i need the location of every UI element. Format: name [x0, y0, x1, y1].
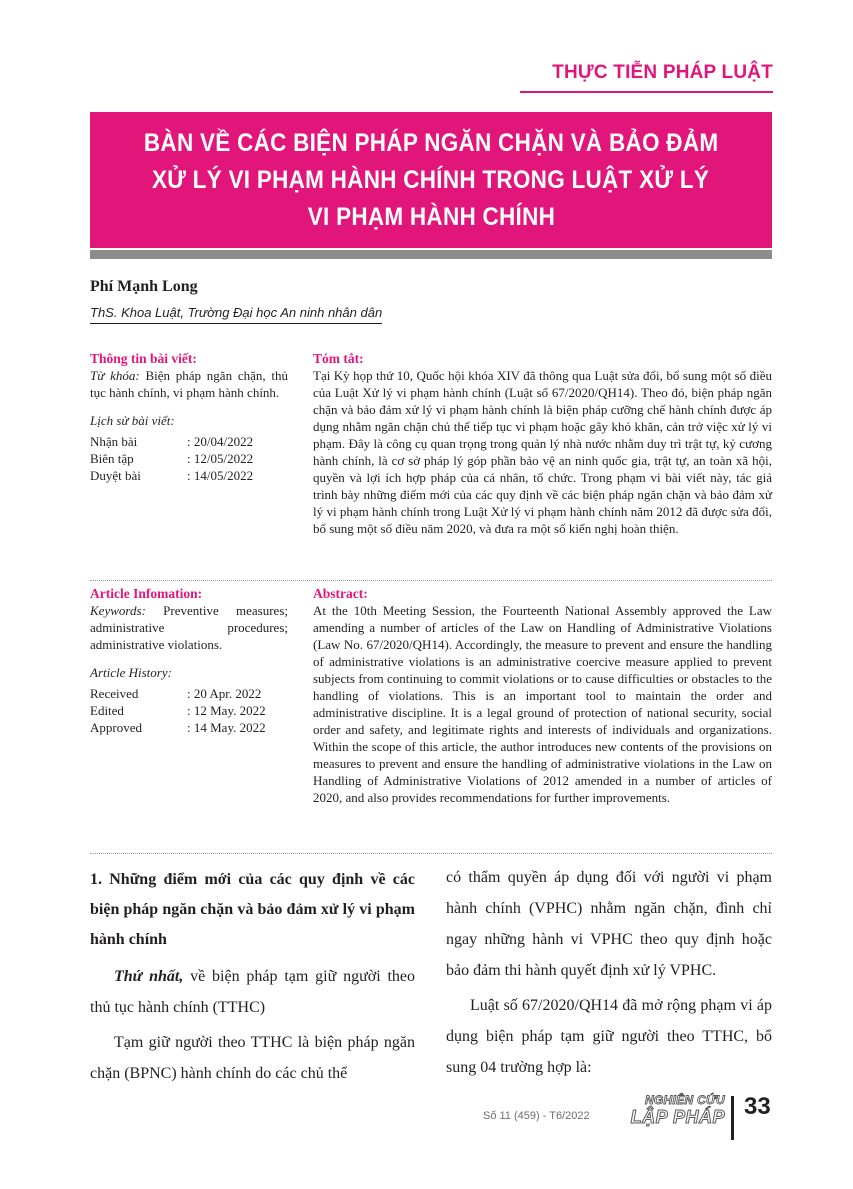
en-history-row	[90, 719, 288, 736]
section-label: THỰC TIỄN PHÁP LUẬT	[552, 62, 773, 83]
body-right-column	[446, 862, 772, 1087]
en-keywords-text: Preventive measures; administrative procedures; administrative violations.	[90, 603, 288, 652]
logo-bottom-text: LẬP PHÁP	[630, 1107, 725, 1127]
body-paragraph: Luật số 67/2020/QH14 đã mở rộng phạm vi áp dụng biện pháp tạm giữ người theo TTHC, bổ sung 04 trường hợp là:	[446, 997, 772, 1076]
section-heading: 1. Những điểm mới của các quy định về các biện pháp ngăn chặn và bảo đảm xử lý vi phạm hành chính	[90, 871, 415, 948]
vn-abstract-heading: Tóm tắt:	[313, 351, 364, 366]
vn-history-value: : 12/05/2022	[187, 451, 254, 466]
vn-history-row	[90, 433, 288, 450]
en-keywords-label: Keywords:	[90, 603, 146, 618]
en-keywords	[90, 602, 288, 653]
body-paragraph	[90, 961, 415, 1023]
vn-history-row	[90, 450, 288, 467]
en-history-value: : 12 May. 2022	[187, 703, 266, 718]
title-underbar	[90, 250, 772, 259]
vn-history-title: Lịch sử bài viết:	[90, 413, 175, 428]
header-rule	[520, 91, 773, 93]
en-history-value: : 14 May. 2022	[187, 720, 266, 735]
footer-divider	[731, 1096, 734, 1140]
article-title-banner	[90, 112, 772, 248]
vn-keywords	[90, 367, 288, 401]
info-divider	[90, 580, 772, 581]
vn-info-heading: Thông tin bài viết:	[90, 351, 197, 366]
title-line-1: BÀN VỀ CÁC BIỆN PHÁP NGĂN CHẶN VÀ BẢO ĐẢM	[143, 128, 719, 157]
vn-abstract-text: Tại Kỳ họp thứ 10, Quốc hội khóa XIV đã thông qua Luật sửa đổi, bổ sung một số điều của Luật Xử lý vi phạm hành chính (Luật số 67/2020/QH14). Theo đó, biện pháp ngăn chặn và bảo đảm xử lý vi phạm hành chính là biện pháp cưỡng chế hành chính được áp dụng nhằm ngăn chặn chủ thể tiếp tục vi phạm hoặc gây khó khăn, cản trở việc xử lý vi phạm. Đây là công cụ quan trọng trong quản lý nhà nước nhằm duy trì trật tự, kỷ cương hành chính, là cơ sở pháp lý góp phần bảo vệ an ninh quốc gia, trật tự, an toàn xã hội, quyền và lợi ích hợp pháp của cá nhân, tổ chức. Trong phạm vi bài viết này, tác giả trình bày những điểm mới của các quy định về các biện pháp ngăn chặn và bảo đảm xử lý vi phạm hành chính trong Luật Xử lý vi phạm hành chính năm 2012 đã được sửa đổi, bổ sung một số điều năm 2020, và đưa ra một số kiến nghị hoàn thiện.	[313, 368, 772, 536]
title-line-2: XỬ LÝ VI PHẠM HÀNH CHÍNH TRONG LUẬT XỬ LÝ	[152, 165, 710, 194]
issue-number: Số 11 (459) - T6/2022	[483, 1110, 590, 1122]
vn-history-label: Biên tập	[90, 451, 134, 466]
vn-history-label: Duyệt bài	[90, 468, 141, 483]
vn-abstract	[313, 350, 772, 537]
vn-article-info	[90, 350, 288, 484]
body-left-column	[90, 865, 415, 1093]
en-article-info	[90, 585, 288, 736]
en-history-row	[90, 702, 288, 719]
en-history-label: Approved	[90, 720, 142, 735]
vn-history-value: : 20/04/2022	[187, 434, 254, 449]
vn-keywords-label: Từ khóa:	[90, 368, 140, 383]
body-paragraph-text: về biện pháp tạm giữ người theo thủ tục hành chính (TTHC)	[90, 968, 416, 1016]
logo-top-text: NGHIÊN CỨU	[644, 1093, 725, 1107]
en-history-label: Received	[90, 686, 139, 701]
vn-history-row	[90, 467, 288, 484]
author-name: Phí Mạnh Long	[90, 278, 198, 295]
body-paragraph: Tạm giữ người theo TTHC là biện pháp ngăn chặn (BPNC) hành chính do các chủ thể	[90, 1034, 415, 1082]
emphasis-text: Thứ nhất,	[114, 968, 184, 985]
vn-history-value: : 14/05/2022	[187, 468, 254, 483]
en-history-label: Edited	[90, 703, 124, 718]
en-info-heading: Article Infomation:	[90, 586, 203, 601]
author-affiliation: ThS. Khoa Luật, Trường Đại học An ninh nhân dân	[90, 305, 382, 324]
en-history-title: Article History:	[90, 665, 172, 680]
vn-keywords-text: Biện pháp ngăn chặn, thủ tục hành chính, vi phạm hành chính.	[90, 368, 288, 400]
en-abstract	[313, 585, 772, 806]
journal-logo	[627, 1093, 725, 1133]
title-line-3: VI PHẠM HÀNH CHÍNH	[307, 202, 555, 231]
en-history-value: : 20 Apr. 2022	[187, 686, 262, 701]
page-number: 33	[744, 1093, 771, 1120]
vn-history-label: Nhận bài	[90, 434, 138, 449]
en-abstract-text: At the 10th Meeting Session, the Fourteenth National Assembly approved the Law amending a number of articles of the Law on Handling of Administrative Violations (Law No. 67/2020/QH14). Accordingly, the measure to prevent and ensure the handling of administrative violations is an administrative coercive measure applied to prevent subjects from continuing to commit violations or to cause difficulties or obstacles to the handling of violations. This is an important tool to maintain the order and administrative discipline. It is a legal ground of protection of national security, social order and safety, and legitimate rights and interests of individuals and organizations. Within the scope of this article, the author introduces new contents of the provisions on measures to prevent and ensure the handling of administrative violations in the Law on Handling of Administrative Violations of 2012 amended in a number of articles of 2020, and also provides recommendations for further improvements.	[313, 603, 772, 805]
body-paragraph: có thẩm quyền áp dụng đối với người vi phạm hành chính (VPHC) nhằm ngăn chặn, đình chỉ ngay những hành vi VPHC theo quy định hoặc bảo đảm thi hành quyết định xử lý VPHC.	[446, 869, 772, 979]
en-abstract-heading: Abstract:	[313, 586, 368, 601]
abstract-divider	[90, 853, 772, 854]
en-history-row	[90, 685, 288, 702]
